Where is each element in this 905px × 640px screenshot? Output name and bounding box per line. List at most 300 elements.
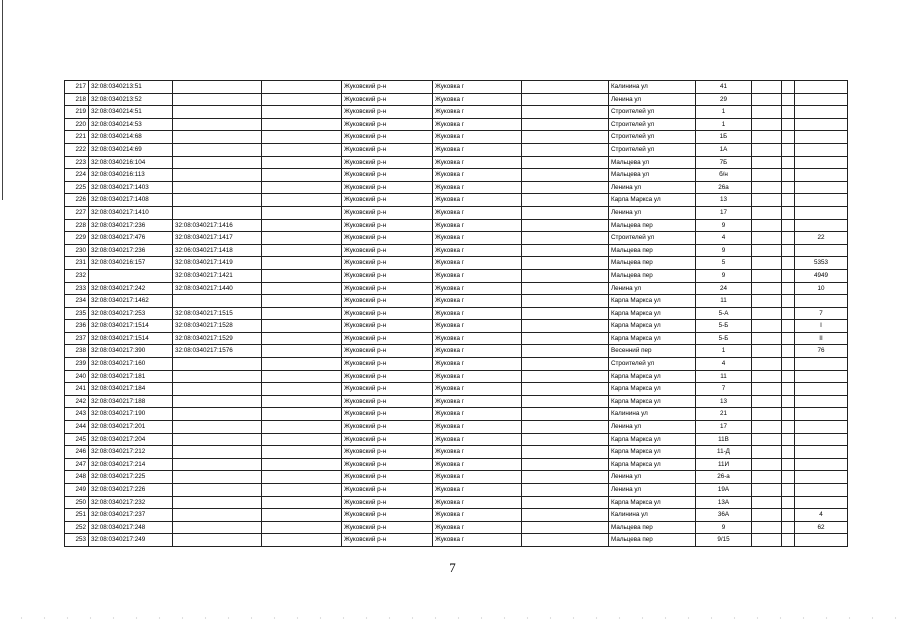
cell-street: Ленина ул	[609, 181, 696, 194]
cell-street: Строителей ул	[609, 232, 696, 245]
cell-n: 239	[65, 358, 89, 371]
cell-n: 220	[65, 118, 89, 131]
cell-cad2	[173, 496, 262, 509]
cell-region: Жуковский р-н	[342, 257, 433, 270]
cell-empty	[752, 118, 782, 131]
cell-empty	[752, 81, 782, 94]
cell-extra	[795, 118, 848, 131]
cell-extra	[795, 395, 848, 408]
cell-empty	[782, 269, 795, 282]
cell-empty	[782, 509, 795, 522]
cell-cad1: 32:08:0340213:52	[89, 93, 173, 106]
cell-empty	[522, 496, 609, 509]
cell-house: 11	[696, 295, 752, 308]
cell-extra	[795, 446, 848, 459]
cell-empty	[782, 320, 795, 333]
table-row	[65, 219, 848, 232]
table-row	[65, 93, 848, 106]
cell-cad1: 32:08:0340217:184	[89, 383, 173, 396]
cell-extra	[795, 458, 848, 471]
cell-empty	[782, 458, 795, 471]
cell-empty	[522, 106, 609, 119]
cell-cad1: 32:08:0340217:212	[89, 446, 173, 459]
cell-empty	[782, 244, 795, 257]
cell-cad2	[173, 370, 262, 383]
cell-house: 9	[696, 219, 752, 232]
cell-n: 244	[65, 421, 89, 434]
cell-house: 17	[696, 421, 752, 434]
cell-extra: 5353	[795, 257, 848, 270]
cell-house: 11И	[696, 458, 752, 471]
cell-empty	[782, 370, 795, 383]
cell-empty	[522, 458, 609, 471]
cell-empty	[522, 358, 609, 371]
table-row	[65, 131, 848, 144]
cell-n: 248	[65, 471, 89, 484]
cell-house: 13	[696, 194, 752, 207]
cell-city: Жуковка г	[433, 118, 522, 131]
cell-empty	[522, 232, 609, 245]
table-row	[65, 433, 848, 446]
cell-empty	[782, 93, 795, 106]
cell-cad1: 32:08:0340217:204	[89, 433, 173, 446]
cell-empty	[262, 358, 342, 371]
cell-street: Строителей ул	[609, 118, 696, 131]
cell-empty	[522, 320, 609, 333]
cell-extra	[795, 219, 848, 232]
cell-n: 228	[65, 219, 89, 232]
cell-region: Жуковский р-н	[342, 118, 433, 131]
cell-extra	[795, 194, 848, 207]
cell-empty	[522, 471, 609, 484]
cell-region: Жуковский р-н	[342, 143, 433, 156]
cell-empty	[262, 232, 342, 245]
cell-street: Карла Маркса ул	[609, 194, 696, 207]
cell-street: Карла Маркса ул	[609, 433, 696, 446]
cell-house: 41	[696, 81, 752, 94]
cell-empty	[262, 181, 342, 194]
cell-empty	[752, 106, 782, 119]
cell-n: 243	[65, 408, 89, 421]
cell-cad2	[173, 81, 262, 94]
cell-empty	[262, 484, 342, 497]
cell-region: Жуковский р-н	[342, 219, 433, 232]
cell-empty	[522, 206, 609, 219]
cell-cad2	[173, 169, 262, 182]
cell-cad2: 32:08:0340217:1440	[173, 282, 262, 295]
cell-extra: 22	[795, 232, 848, 245]
cell-empty	[522, 433, 609, 446]
cell-empty	[752, 534, 782, 547]
cell-region: Жуковский р-н	[342, 408, 433, 421]
cell-extra	[795, 383, 848, 396]
table-row	[65, 282, 848, 295]
cell-cad1: 32:08:0340217:253	[89, 307, 173, 320]
cell-street: Карла Маркса ул	[609, 496, 696, 509]
cell-region: Жуковский р-н	[342, 320, 433, 333]
cell-city: Жуковка г	[433, 244, 522, 257]
cell-empty	[522, 93, 609, 106]
cell-street: Строителей ул	[609, 131, 696, 144]
cell-empty	[782, 282, 795, 295]
table-row	[65, 383, 848, 396]
cell-city: Жуковка г	[433, 194, 522, 207]
cell-empty	[752, 496, 782, 509]
cell-city: Жуковка г	[433, 395, 522, 408]
table-row	[65, 534, 848, 547]
cell-empty	[752, 295, 782, 308]
cell-city: Жуковка г	[433, 358, 522, 371]
cell-city: Жуковка г	[433, 484, 522, 497]
cell-street: Ленина ул	[609, 93, 696, 106]
cell-cad1: 32:08:0340217:236	[89, 219, 173, 232]
cell-region: Жуковский р-н	[342, 194, 433, 207]
cell-cad2	[173, 131, 262, 144]
cell-city: Жуковка г	[433, 534, 522, 547]
cell-empty	[782, 395, 795, 408]
cell-cad2	[173, 471, 262, 484]
cell-city: Жуковка г	[433, 269, 522, 282]
cell-region: Жуковский р-н	[342, 509, 433, 522]
cell-n: 219	[65, 106, 89, 119]
cell-empty	[262, 169, 342, 182]
cell-region: Жуковский р-н	[342, 307, 433, 320]
cell-n: 225	[65, 181, 89, 194]
cell-empty	[752, 206, 782, 219]
cell-empty	[752, 408, 782, 421]
cell-street: Весенний пер	[609, 345, 696, 358]
cell-empty	[522, 521, 609, 534]
cell-house: 5-Б	[696, 332, 752, 345]
cell-region: Жуковский р-н	[342, 106, 433, 119]
cell-empty	[522, 131, 609, 144]
cell-empty	[262, 295, 342, 308]
cell-region: Жуковский р-н	[342, 521, 433, 534]
cell-street: Карла Маркса ул	[609, 383, 696, 396]
cell-cad2	[173, 295, 262, 308]
cell-empty	[752, 169, 782, 182]
cell-region: Жуковский р-н	[342, 282, 433, 295]
cell-street: Карла Маркса ул	[609, 395, 696, 408]
cell-empty	[262, 345, 342, 358]
cell-empty	[262, 118, 342, 131]
cell-street: Мальцева пер	[609, 534, 696, 547]
cell-empty	[262, 219, 342, 232]
cell-extra	[795, 131, 848, 144]
cell-extra: 7	[795, 307, 848, 320]
cell-region: Жуковский р-н	[342, 471, 433, 484]
cell-house: 1Б	[696, 131, 752, 144]
cell-house: 26а	[696, 181, 752, 194]
cell-city: Жуковка г	[433, 131, 522, 144]
cell-city: Жуковка г	[433, 106, 522, 119]
table-row	[65, 118, 848, 131]
cell-city: Жуковка г	[433, 383, 522, 396]
cell-empty	[522, 156, 609, 169]
cell-house: 1	[696, 118, 752, 131]
cell-n: 221	[65, 131, 89, 144]
cell-city: Жуковка г	[433, 509, 522, 522]
cell-empty	[752, 307, 782, 320]
cell-empty	[262, 534, 342, 547]
table-row	[65, 484, 848, 497]
table-row	[65, 471, 848, 484]
cell-empty	[522, 257, 609, 270]
cell-cad1: 32:08:0340217:249	[89, 534, 173, 547]
cell-n: 224	[65, 169, 89, 182]
cell-cad1: 32:08:0340214:53	[89, 118, 173, 131]
cell-empty	[752, 395, 782, 408]
cell-empty	[782, 106, 795, 119]
cell-city: Жуковка г	[433, 421, 522, 434]
scan-noise	[10, 614, 900, 622]
cell-empty	[522, 370, 609, 383]
cell-empty	[782, 143, 795, 156]
cell-empty	[522, 534, 609, 547]
cell-empty	[782, 257, 795, 270]
cell-region: Жуковский р-н	[342, 93, 433, 106]
cell-house: 5-А	[696, 307, 752, 320]
cell-city: Жуковка г	[433, 219, 522, 232]
cell-empty	[522, 169, 609, 182]
cell-cad2	[173, 383, 262, 396]
cell-empty	[782, 408, 795, 421]
cell-city: Жуковка г	[433, 295, 522, 308]
cell-house: 4	[696, 232, 752, 245]
cell-empty	[262, 143, 342, 156]
cell-cad1: 32:08:0340217:226	[89, 484, 173, 497]
cell-empty	[752, 320, 782, 333]
cell-street: Карла Маркса ул	[609, 307, 696, 320]
cell-extra	[795, 181, 848, 194]
cell-empty	[262, 471, 342, 484]
table-row	[65, 332, 848, 345]
cell-street: Карла Маркса ул	[609, 320, 696, 333]
cell-street: Строителей ул	[609, 143, 696, 156]
cell-empty	[782, 433, 795, 446]
table-row	[65, 408, 848, 421]
scan-edge-line	[2, 0, 3, 200]
cell-empty	[262, 446, 342, 459]
cell-n: 218	[65, 93, 89, 106]
cell-cad2	[173, 458, 262, 471]
cell-empty	[752, 433, 782, 446]
cell-house: 24	[696, 282, 752, 295]
cell-region: Жуковский р-н	[342, 81, 433, 94]
cell-empty	[782, 446, 795, 459]
cell-empty	[782, 484, 795, 497]
cell-region: Жуковский р-н	[342, 383, 433, 396]
cell-house: 5-Б	[696, 320, 752, 333]
cell-cad2: 32:08:0340217:1419	[173, 257, 262, 270]
cell-empty	[262, 106, 342, 119]
cell-empty	[522, 269, 609, 282]
cell-n: 238	[65, 345, 89, 358]
cell-street: Калинина ул	[609, 509, 696, 522]
cell-empty	[262, 496, 342, 509]
cell-empty	[522, 118, 609, 131]
cell-cad1: 32:08:0340217:390	[89, 345, 173, 358]
cell-house: 26-а	[696, 471, 752, 484]
table-row	[65, 521, 848, 534]
cell-cad1: 32:08:0340217:160	[89, 358, 173, 371]
cell-house: 1А	[696, 143, 752, 156]
cell-empty	[522, 383, 609, 396]
cell-cad2	[173, 93, 262, 106]
table-row	[65, 446, 848, 459]
cell-city: Жуковка г	[433, 433, 522, 446]
cell-city: Жуковка г	[433, 181, 522, 194]
cell-region: Жуковский р-н	[342, 206, 433, 219]
cell-n: 226	[65, 194, 89, 207]
cell-cad1: 32:08:0340217:1514	[89, 332, 173, 345]
cell-empty	[752, 358, 782, 371]
cell-street: Ленина ул	[609, 484, 696, 497]
cell-cad2	[173, 433, 262, 446]
cell-empty	[782, 345, 795, 358]
table-row	[65, 232, 848, 245]
cell-cad1: 32:08:0340216:113	[89, 169, 173, 182]
cell-empty	[262, 269, 342, 282]
cell-extra: II	[795, 332, 848, 345]
cell-empty	[752, 446, 782, 459]
cell-empty	[752, 156, 782, 169]
cell-cad2	[173, 156, 262, 169]
cell-empty	[262, 421, 342, 434]
cell-cad1	[89, 269, 173, 282]
cell-extra	[795, 370, 848, 383]
table-row	[65, 156, 848, 169]
cell-city: Жуковка г	[433, 81, 522, 94]
cell-empty	[752, 370, 782, 383]
cell-extra	[795, 93, 848, 106]
cell-house: 1	[696, 106, 752, 119]
cell-cad2	[173, 421, 262, 434]
cell-extra	[795, 421, 848, 434]
cell-n: 230	[65, 244, 89, 257]
cell-empty	[262, 307, 342, 320]
cell-n: 227	[65, 206, 89, 219]
cell-n: 250	[65, 496, 89, 509]
cell-city: Жуковка г	[433, 307, 522, 320]
cell-cad1: 32:08:0340217:1403	[89, 181, 173, 194]
cell-empty	[522, 295, 609, 308]
table-row	[65, 421, 848, 434]
cell-region: Жуковский р-н	[342, 181, 433, 194]
cell-region: Жуковский р-н	[342, 345, 433, 358]
cell-house: 9	[696, 244, 752, 257]
cell-cad1: 32:08:0340214:69	[89, 143, 173, 156]
cell-cad1: 32:08:0340213:51	[89, 81, 173, 94]
cell-extra: 4949	[795, 269, 848, 282]
cell-city: Жуковка г	[433, 320, 522, 333]
cell-empty	[522, 143, 609, 156]
cell-n: 222	[65, 143, 89, 156]
cell-extra: 10	[795, 282, 848, 295]
cell-extra: 76	[795, 345, 848, 358]
cell-empty	[752, 332, 782, 345]
cell-cad2	[173, 181, 262, 194]
cell-empty	[522, 219, 609, 232]
cell-city: Жуковка г	[433, 93, 522, 106]
cell-empty	[782, 194, 795, 207]
table-row	[65, 307, 848, 320]
table-row	[65, 458, 848, 471]
cell-street: Карла Маркса ул	[609, 295, 696, 308]
cell-n: 245	[65, 433, 89, 446]
cell-street: Строителей ул	[609, 106, 696, 119]
table-row	[65, 169, 848, 182]
cell-cad1: 32:08:0340217:188	[89, 395, 173, 408]
table-row	[65, 143, 848, 156]
cell-cad1: 32:08:0340214:68	[89, 131, 173, 144]
cell-city: Жуковка г	[433, 471, 522, 484]
cell-empty	[782, 156, 795, 169]
cell-n: 231	[65, 257, 89, 270]
cell-empty	[752, 421, 782, 434]
cell-empty	[752, 521, 782, 534]
cell-n: 242	[65, 395, 89, 408]
cell-cad1: 32:08:0340217:1408	[89, 194, 173, 207]
cell-extra	[795, 206, 848, 219]
cell-cad1: 32:08:0340217:201	[89, 421, 173, 434]
cell-house: 9	[696, 521, 752, 534]
table-row	[65, 509, 848, 522]
cell-empty	[782, 181, 795, 194]
cell-street: Ленина ул	[609, 282, 696, 295]
cell-empty	[262, 81, 342, 94]
cell-street: Мальцева пер	[609, 257, 696, 270]
cell-empty	[262, 395, 342, 408]
cell-extra	[795, 244, 848, 257]
table-row	[65, 295, 848, 308]
cell-empty	[522, 181, 609, 194]
cell-empty	[752, 93, 782, 106]
cell-cad2: 32:08:0340217:1421	[173, 269, 262, 282]
table-row	[65, 181, 848, 194]
cell-extra: I	[795, 320, 848, 333]
cell-street: Ленина ул	[609, 421, 696, 434]
cell-empty	[262, 408, 342, 421]
cell-cad1: 32:08:0340217:181	[89, 370, 173, 383]
cell-street: Карла Маркса ул	[609, 332, 696, 345]
cell-empty	[262, 509, 342, 522]
cell-cad2: 32:08:0340217:1576	[173, 345, 262, 358]
cell-empty	[782, 332, 795, 345]
cell-cad2	[173, 395, 262, 408]
cell-n: 232	[65, 269, 89, 282]
table-row	[65, 358, 848, 371]
page-number: 7	[449, 560, 456, 575]
cell-empty	[262, 383, 342, 396]
cell-empty	[782, 358, 795, 371]
cell-extra	[795, 433, 848, 446]
cell-empty	[752, 345, 782, 358]
cell-empty	[752, 471, 782, 484]
cell-extra	[795, 471, 848, 484]
cell-cad2: 32:08:0340217:1417	[173, 232, 262, 245]
cell-house: 36А	[696, 509, 752, 522]
cell-region: Жуковский р-н	[342, 295, 433, 308]
cell-city: Жуковка г	[433, 458, 522, 471]
table-row	[65, 81, 848, 94]
cell-empty	[752, 219, 782, 232]
cell-empty	[522, 408, 609, 421]
cell-empty	[522, 307, 609, 320]
cell-street: Строителей ул	[609, 358, 696, 371]
cell-cad1: 32:08:0340217:1410	[89, 206, 173, 219]
cell-empty	[752, 383, 782, 396]
